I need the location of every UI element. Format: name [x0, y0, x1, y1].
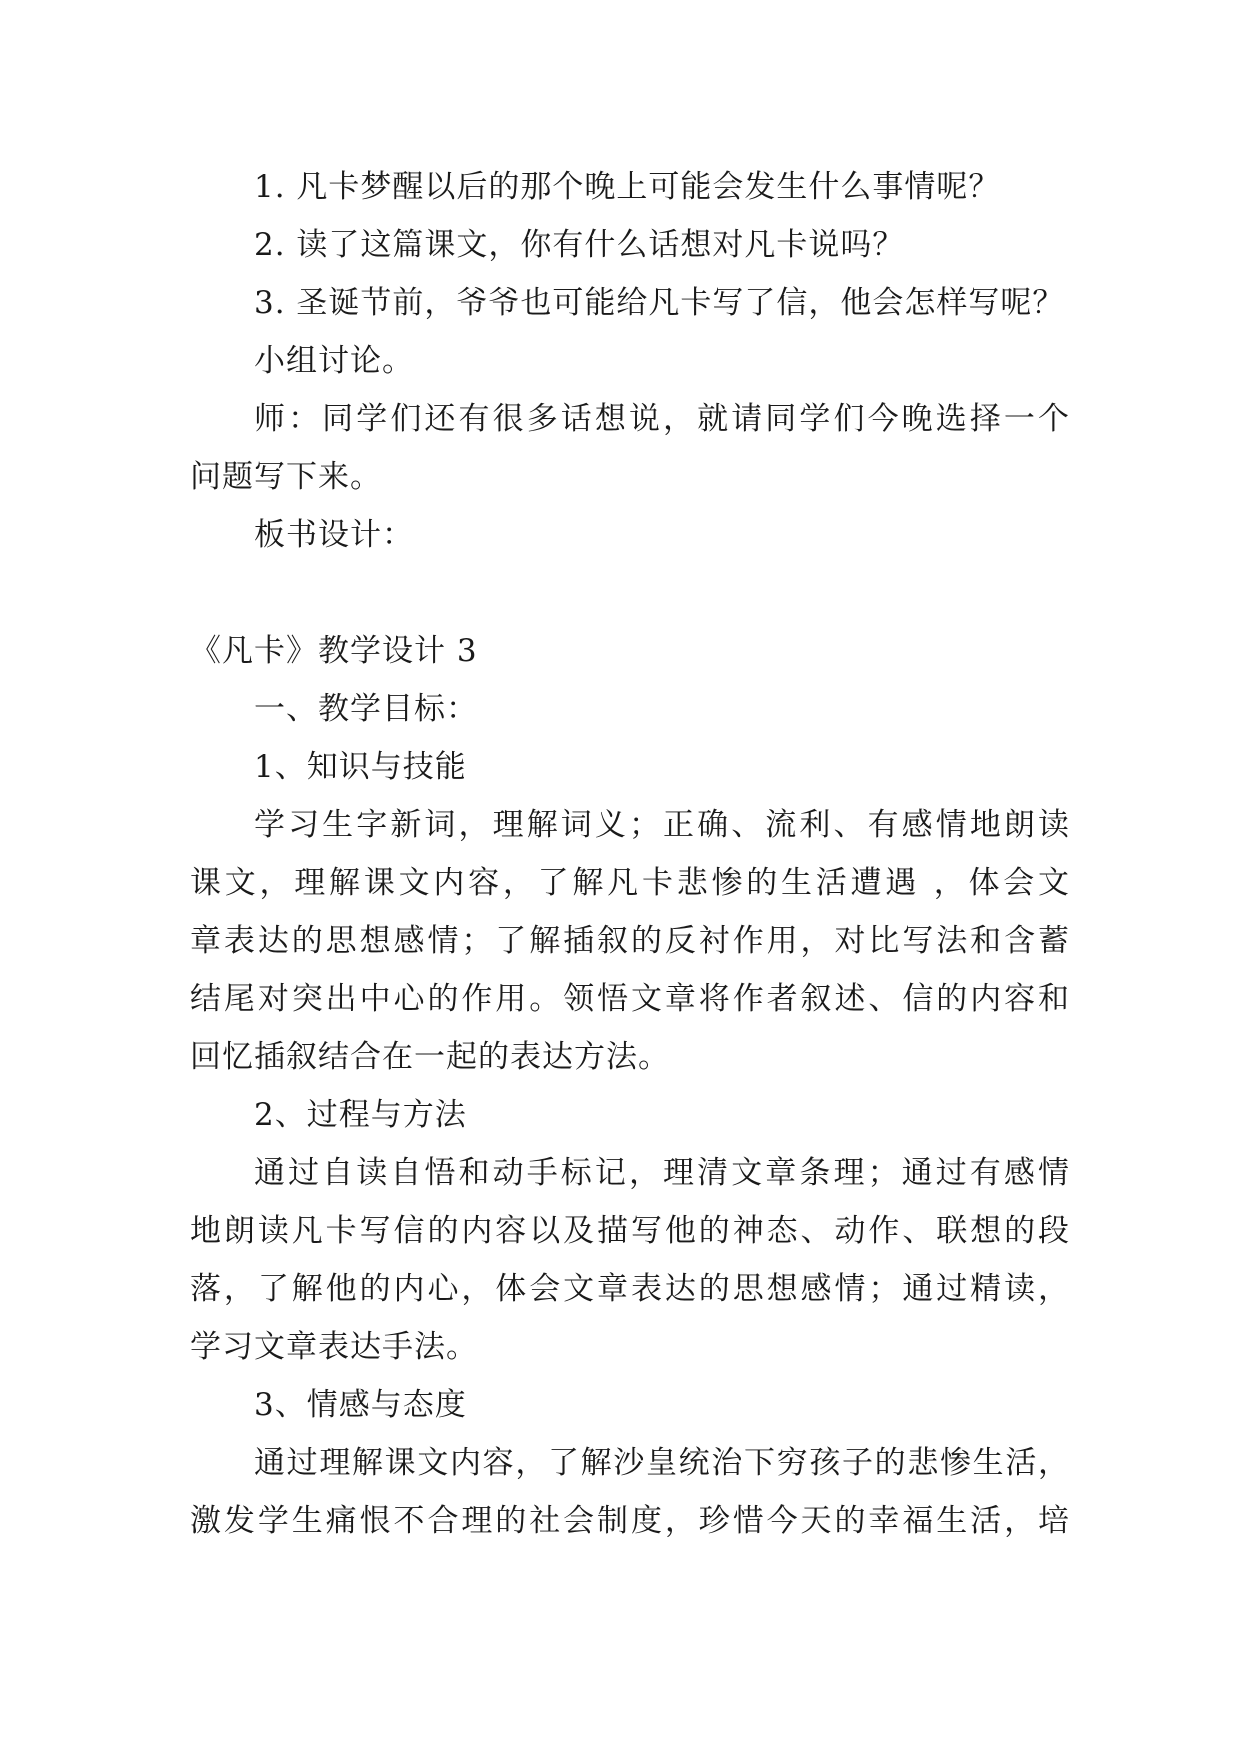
- emotion-paragraph-line: 通过理解课文内容，了解沙皇统治下穷孩子的悲惨生活，: [254, 1445, 1070, 1481]
- emotion-heading: 3、情感与态度: [254, 1387, 467, 1423]
- knowledge-heading: 1、知识与技能: [254, 749, 467, 785]
- knowledge-paragraph-line: 学习生字新词，理解词义；正确、流利、有感情地朗读: [254, 807, 1070, 843]
- knowledge-paragraph-line: 回忆插叙结合在一起的表达方法。: [190, 1039, 670, 1075]
- document-body: [190, 158, 1070, 1550]
- knowledge-paragraph-line: 结尾对突出中心的作用。领悟文章将作者叙述、信的内容和: [190, 981, 1070, 1017]
- process-paragraph-line: 落，了解他的内心，体会文章表达的思想感情；通过精读，: [190, 1271, 1070, 1307]
- process-paragraph-line: 地朗读凡卡写信的内容以及描写他的神态、动作、联想的段: [190, 1213, 1070, 1249]
- process-paragraph-line: 通过自读自悟和动手标记，理清文章条理；通过有感情: [254, 1155, 1070, 1191]
- question-2: 2. 读了这篇课文，你有什么话想对凡卡说吗？: [254, 227, 905, 263]
- process-heading: 2、过程与方法: [254, 1097, 467, 1133]
- teacher-paragraph-line-2: 问题写下来。: [190, 459, 382, 495]
- section-spacer: [190, 564, 1070, 622]
- knowledge-paragraph-line: 章表达的思想感情；了解插叙的反衬作用，对比写法和含蓄: [190, 923, 1070, 959]
- question-1: 1. 凡卡梦醒以后的那个晚上可能会发生什么事情呢？: [254, 169, 1001, 205]
- board-design-heading: 板书设计：: [254, 517, 414, 553]
- question-3: 3. 圣诞节前，爷爷也可能给凡卡写了信，他会怎样写呢？: [254, 285, 1065, 321]
- knowledge-paragraph-line: 课文，理解课文内容，了解凡卡悲惨的生活遭遇 ，体会文: [190, 865, 1070, 901]
- objectives-heading: 一、教学目标：: [254, 691, 478, 727]
- group-discussion-text: 小组讨论。: [254, 343, 414, 379]
- teacher-paragraph-line-1: 师：同学们还有很多话想说，就请同学们今晚选择一个: [254, 401, 1070, 437]
- process-paragraph-line: 学习文章表达手法。: [190, 1329, 478, 1365]
- section-title: 《凡卡》教学设计 3: [190, 633, 478, 669]
- emotion-paragraph-line: 激发学生痛恨不合理的社会制度，珍惜今天的幸福生活，培: [190, 1503, 1070, 1539]
